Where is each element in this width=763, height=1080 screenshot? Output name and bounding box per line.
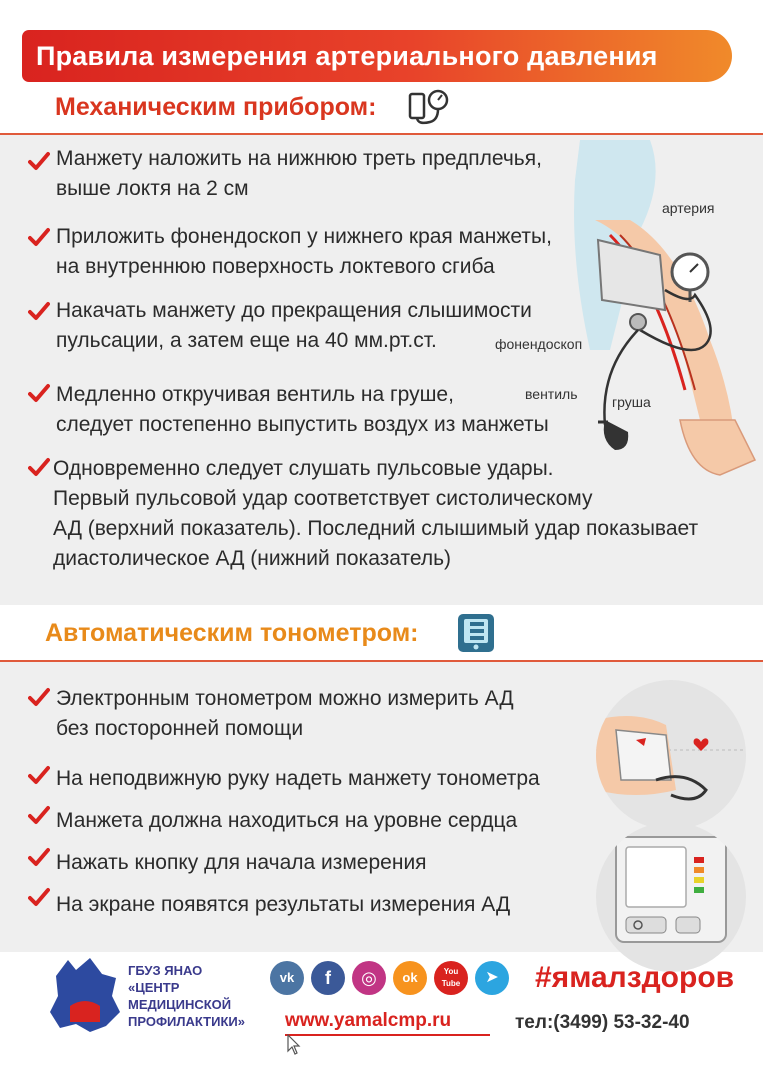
page-title: Правила измерения артериального давления xyxy=(22,30,732,82)
check-icon xyxy=(28,686,50,708)
check-icon xyxy=(28,456,50,478)
website-link[interactable]: www.yamalcmp.ru xyxy=(285,1010,452,1031)
cuff-on-arm-illustration xyxy=(596,680,746,830)
label-bulb: груша xyxy=(612,394,651,410)
list-item xyxy=(56,380,549,440)
list-item-line: следует постепенно выпустить воздух из манжеты xyxy=(56,413,549,436)
list-item-line: выше локтя на 2 см xyxy=(56,177,249,200)
list-item-line: АД (верхний показатель). Последний слышимый удар показывает xyxy=(53,517,699,540)
list-item-line: Нажать кнопку для начала измерения xyxy=(56,851,427,874)
check-icon xyxy=(28,226,50,248)
phone-number: тел:(3499) 53-32-40 xyxy=(515,1012,690,1033)
list-item xyxy=(56,684,514,744)
check-icon xyxy=(28,764,50,786)
facebook-icon[interactable]: f xyxy=(311,961,345,995)
label-valve: вентиль xyxy=(525,386,578,402)
list-item-line: Манжета должна находиться на уровне сердца xyxy=(56,809,518,832)
list-item-line: На экране появятся результаты измерения АД xyxy=(56,893,511,916)
org-line: МЕДИЦИНСКОЙ xyxy=(128,997,232,1012)
cursor-icon xyxy=(287,1034,301,1056)
section-heading-mechanical: Механическим прибором: xyxy=(55,93,377,121)
list-item-line: пульсации, а затем еще на 40 мм.рт.ст. xyxy=(56,329,437,352)
check-icon xyxy=(28,804,50,826)
organization-name xyxy=(128,962,245,1030)
list-item-line: без посторонней помощи xyxy=(56,717,304,740)
tonometer-device-illustration xyxy=(596,822,746,972)
list-item xyxy=(56,222,552,282)
list-item-line: на внутреннюю поверхность локтевого сгиба xyxy=(56,255,495,278)
list-item-line: Приложить фонендоскоп у нижнего края манжеты, xyxy=(56,225,552,248)
org-line: ПРОФИЛАКТИКИ» xyxy=(128,1014,245,1029)
list-item-line: Медленно откручивая вентиль на груше, xyxy=(56,383,454,406)
list-item-line: Накачать манжету до прекращения слышимости xyxy=(56,299,532,322)
check-icon xyxy=(28,846,50,868)
yamal-region-logo xyxy=(46,956,124,1036)
list-item xyxy=(56,806,517,836)
list-item-line: На неподвижную руку надеть манжету тонометра xyxy=(56,767,540,790)
hashtag: #ямалздоров xyxy=(535,961,735,994)
link-underline xyxy=(285,1034,490,1036)
check-icon xyxy=(28,300,50,322)
org-line: «ЦЕНТР xyxy=(128,980,180,995)
youtube-icon[interactable]: You Tube xyxy=(434,961,468,995)
digital-tonometer-icon xyxy=(456,612,496,654)
list-item xyxy=(56,890,510,920)
check-icon xyxy=(28,382,50,404)
vk-icon[interactable]: vk xyxy=(270,961,304,995)
section-heading-automatic: Автоматическим тонометром: xyxy=(45,619,419,647)
label-artery: артерия xyxy=(662,200,715,216)
instagram-icon[interactable]: ◎ xyxy=(352,961,386,995)
check-icon xyxy=(28,886,50,908)
label-stethoscope: фонендоскоп xyxy=(495,336,583,352)
list-item xyxy=(56,144,542,204)
org-line: ГБУЗ ЯНАО xyxy=(128,963,203,978)
odnoklassniki-icon[interactable]: ok xyxy=(393,961,427,995)
arm-with-cuff-illustration xyxy=(490,140,760,480)
list-item-line: Одновременно следует слушать пульсовые удары. xyxy=(53,457,554,480)
check-icon xyxy=(28,150,50,172)
list-item xyxy=(56,296,532,356)
list-item-line: диастолическое АД (нижний показатель) xyxy=(53,547,452,570)
list-item xyxy=(56,848,427,878)
list-item xyxy=(56,764,540,794)
list-item-line: Электронным тонометром можно измерить АД xyxy=(56,687,514,710)
list-item-line: Первый пульсовой удар соответствует систолическому xyxy=(53,487,593,510)
telegram-icon[interactable]: ➤ xyxy=(475,961,509,995)
sphygmomanometer-icon xyxy=(408,86,452,126)
list-item-line: Манжету наложить на нижнюю треть предплечья, xyxy=(56,147,542,170)
